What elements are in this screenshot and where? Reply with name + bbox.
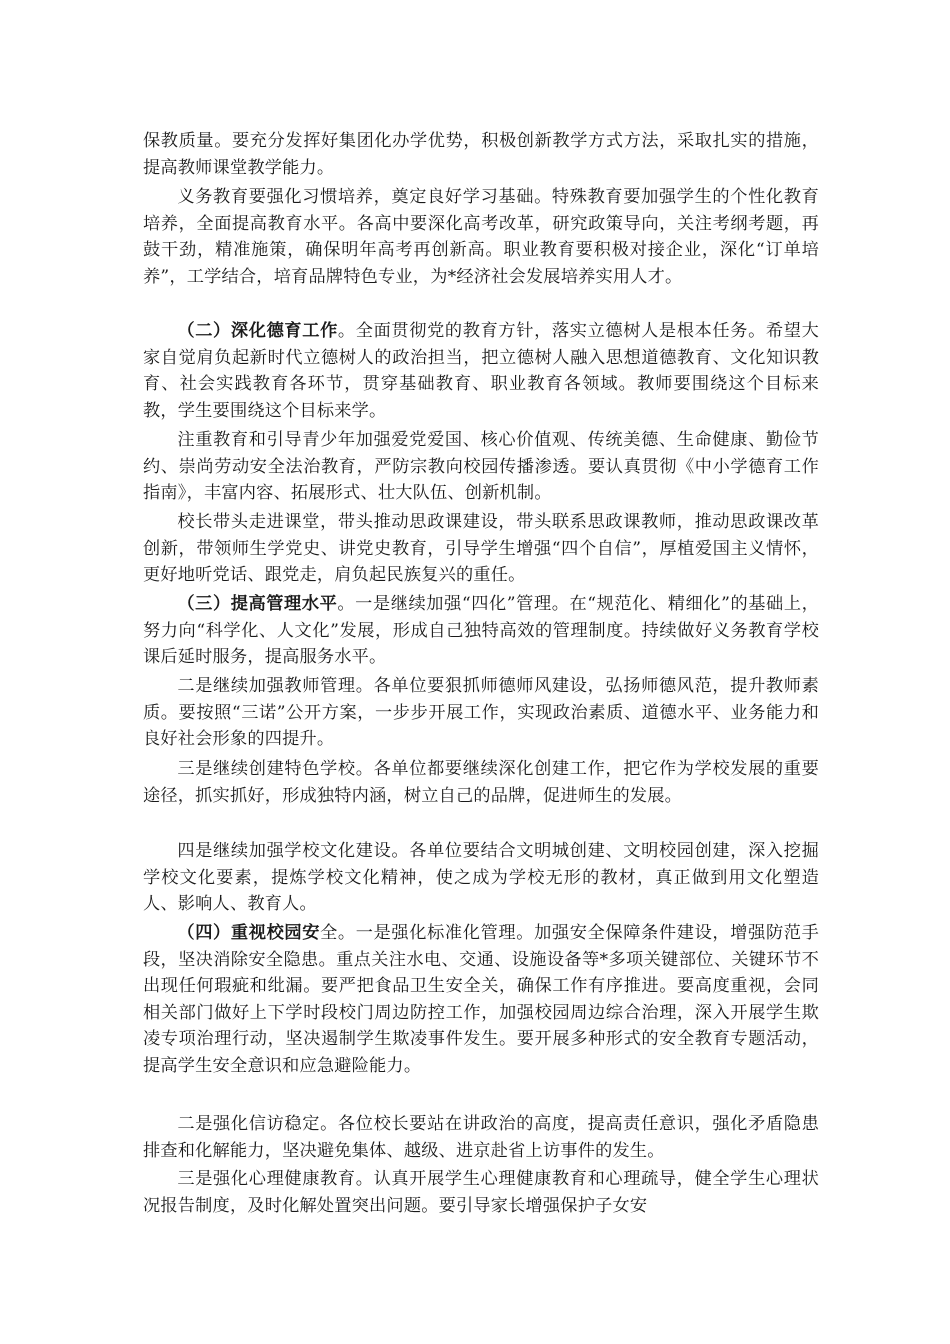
- paragraph-text: 三是继续创建特色学校。各单位都要继续深化创建工作，把它作为学校发展的重要途径，抓实抓好，形成独特内涵，树立自己的品牌，促进师生的发展。: [143, 759, 819, 806]
- paragraph-text: 校长带头走进课堂，带头推动思政课建设，带头联系思政课教师，推动思政课改革创新，带领师生学党史、讲党史教育，引导学生增强“四个自信”，厚植爱国主义情怀，更好地听党话、跟党走，肩负起民族复兴的重任。: [143, 512, 819, 585]
- paragraph-10: [143, 920, 819, 1079]
- paragraph-8: [143, 756, 819, 809]
- section-heading-2: （二）深化德育工作: [177, 321, 338, 341]
- paragraph-9: [143, 838, 819, 918]
- paragraph-text: 。一是继续加强“四化”管理。在“规范化、精细化”的基础上，努力向“科学化、人文化”发展，形成自己独特高效的管理制度。持续做好义务教育学校课后延时服务，提高服务水平。: [143, 594, 819, 667]
- section-heading-4: （四）重视校园安: [177, 923, 321, 943]
- paragraph-text: 四是继续加强学校文化建设。各单位要结合文明城创建、文明校园创建，深入挖掘学校文化要素，提炼学校文化精神，使之成为学校无形的教材，真正做到用文化塑造人、影响人、教育人。: [143, 841, 819, 914]
- paragraph-5: [143, 509, 819, 589]
- section-heading-3: （三）提高管理水平: [177, 594, 338, 614]
- paragraph-text: 二是继续加强教师管理。各单位要狠抓师德师风建设，弘扬师德风范，提升教师素质。要按照“三诺”公开方案，一步步开展工作，实现政治素质、道德水平、业务能力和良好社会形象的四提升。: [143, 676, 819, 749]
- paragraph-text: 二是强化信访稳定。各位校长要站在讲政治的高度，提高责任意识，强化矛盾隐患排查和化解能力，坚决避免集体、越级、进京赴省上访事件的发生。: [143, 1114, 819, 1161]
- paragraph-11: [143, 1111, 819, 1164]
- paragraph-text: 三是强化心理健康教育。认真开展学生心理健康教育和心理疏导，健全学生心理状况报告制度，及时化解处置突出问题。要引导家长增强保护子女安: [143, 1169, 819, 1216]
- paragraph-12: [143, 1166, 819, 1219]
- paragraph-4: [143, 427, 819, 507]
- paragraph-text: 注重教育和引导青少年加强爱党爱国、核心价值观、传统美德、生命健康、勤俭节约、崇尚劳动安全法治教育，严防宗教向校园传播渗透。要认真贯彻《中小学德育工作指南》，丰富内容、拓展形式、壮大队伍、创新机制。: [143, 430, 819, 503]
- paragraph-1: [143, 128, 819, 181]
- paragraph-text: 全。一是强化标准化管理。加强安全保障条件建设，增强防范手段，坚决消除安全隐患。重点关注水电、交通、设施设备等*多项关键部位、关键环节不出现任何瑕疵和纰漏。要严把食品卫生安全关，确保工作有序推进。要高度重视，会同相关部门做好上下学时段校门周边防控工作，加强校园周边综合治理，深入开展学生欺凌专项治理行动，坚决遏制学生欺凌事件发生。要开展多种形式的安全教育专题活动，提高学生安全意识和应急避险能力。: [143, 923, 819, 1076]
- paragraph-7: [143, 673, 819, 753]
- paragraph-text: 。全面贯彻党的教育方针，落实立德树人是根本任务。希望大家自觉肩负起新时代立德树人的政治担当，把立德树人融入思想道德教育、文化知识教育、社会实践教育各环节，贯穿基础教育、职业教育各领域。教师要围绕这个目标来教，学生要围绕这个目标来学。: [143, 321, 819, 421]
- paragraph-6: [143, 591, 819, 671]
- paragraph-3: [143, 318, 819, 424]
- paragraph-text: 义务教育要强化习惯培养，奠定良好学习基础。特殊教育要加强学生的个性化教育培养，全面提高教育水平。各高中要深化高考改革，研究政策导向，关注考纲考题，再鼓干劲，精准施策，确保明年高考再创新高。职业教育要积极对接企业，深化“订单培养”，工学结合，培育品牌特色专业，为*经济社会发展培养实用人才。: [143, 187, 819, 287]
- paragraph-2: [143, 184, 819, 290]
- paragraph-text: 保教质量。要充分发挥好集团化办学优势，积极创新教学方式方法，采取扎实的措施，提高教师课堂教学能力。: [143, 131, 819, 178]
